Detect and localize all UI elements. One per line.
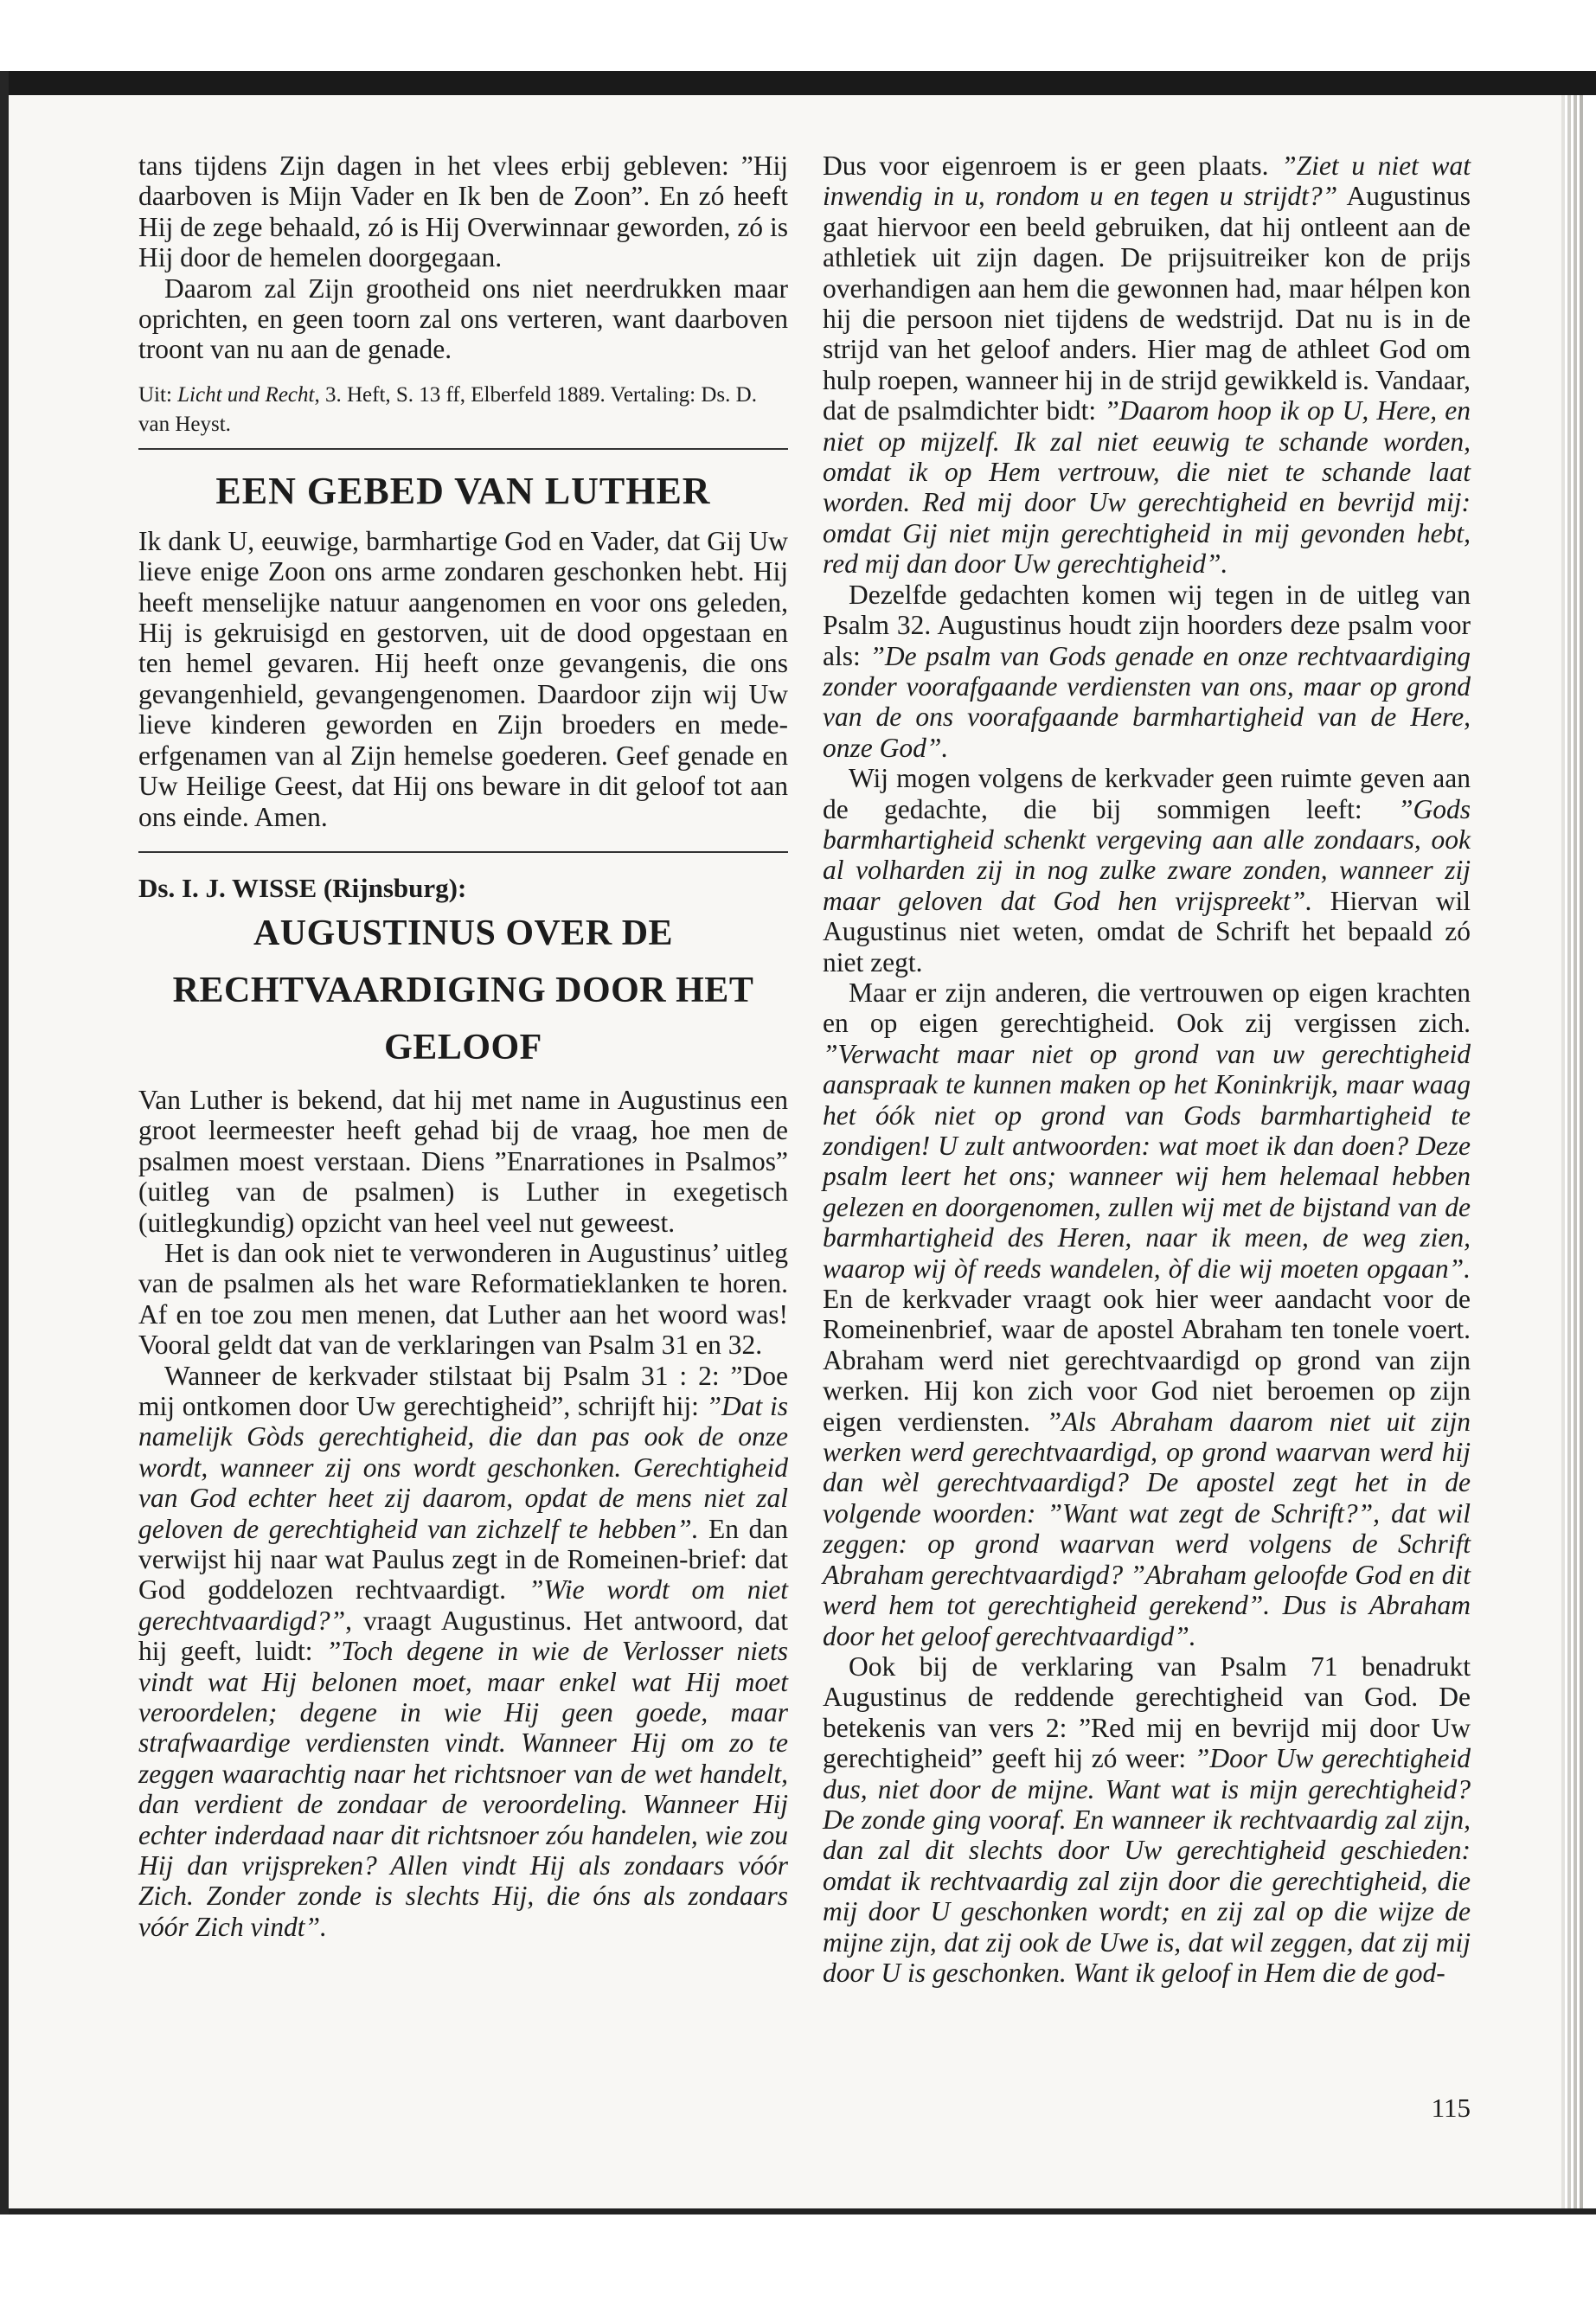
article-author: Ds. I. J. WISSE (Rijnsburg): xyxy=(138,872,467,903)
left-column xyxy=(138,151,788,1942)
section-divider xyxy=(138,851,788,853)
article-paragraph-6: Wij mogen volgens de kerkvader geen ruimte geven aan de gedachte, die bij sommigen leeft: ”Gods barmhartigheid schenkt vergeving aan alle zondaars, ook al volharden zij in nog zulke zware zonden, wanneer zij maar geloven dat God hen vrijspreekt”. Hiervan wil Augustinus niet weten, omdat de Schrift het bepaald zó niet zegt. xyxy=(823,763,1471,977)
scan-border-top xyxy=(0,0,1596,71)
right-column xyxy=(823,151,1471,1988)
article-paragraph-4: Dus voor eigenroem is er geen plaats. ”Ziet u niet wat inwendig in u, rondom u en tegen u strijdt?” Augustinus gaat hiervoor een beeld gebruiken, dat hij ontleent aan de athletiek uit zijn dagen. De prijsuitreiker kon de prijs overhandigen aan hem die gewonnen had, maar hélpen kon hij die persoon niet tijdens de wedstrijd. Dat nu is in de strijd van het geloof anders. Hier mag de athleet God om hulp roepen, wanneer hij in de strijd gewikkeld is. Vandaar, dat de psalmdichter bidt: ”Daarom hoop ik op U, Here, en niet op mijzelf. Ik zal niet eeuwig te schande worden, omdat ik op Hem vertrouw, die niet te schande laat worden. Red mij door Uw gerechtigheid en bevrijd mij: omdat Gij niet mijn gerechtigheid in mij gevonden hebt, red mij dan door Uw gerechtigheid”. xyxy=(823,151,1471,580)
intro-paragraph-1: tans tijdens Zijn dagen in het vlees erbij gebleven: ”Hij daarboven is Mijn Vader en Ik ben de Zoon”. En zó heeft Hij de zege behaald, zó is Hij Overwinnaar geworden, zó is Hij door de hemelen doorgegaan. xyxy=(138,151,788,273)
page-number: 115 xyxy=(1431,2093,1471,2123)
article-paragraph-5: Dezelfde gedachten komen wij tegen in de uitleg van Psalm 32. Augustinus houdt zijn hoorders deze psalm voor als: ”De psalm van Gods genade en onze rechtvaardiging zonder voorafgaande verdiensten van ons, maar op grond van de ons voorafgaande barmhartigheid van de Here, onze God”. xyxy=(823,579,1471,763)
intro-paragraph-2: Daarom zal Zijn grootheid ons niet neerdrukken maar oprichten, en geen toorn zal ons verteren, want daarboven troont van nu aan de genade. xyxy=(138,272,788,365)
article-paragraph-8: Ook bij de verklaring van Psalm 71 benadrukt Augustinus de reddende gerechtigheid van God. De betekenis van vers 2: ”Red mij en bevrijd mij door Uw gerechtigheid” geeft hij zó weer: ”Door Uw gerechtigheid dus, niet door de mijne. Want wat is mijn gerechtigheid? De zonde ging vooraf. En wanneer ik rechtvaardig zal zijn, dan zal dit slechts door Uw gerechtigheid geschieden: omdat ik rechtvaardig zal zijn door die gerechtigheid, die mij door U geschonken wordt; en zij zal op die wijze de mijne zijn, dat zij ook de Uwe is, dat wil zeggen, dat zij mij door U is geschonken. Want ik geloof in Hem die de god- xyxy=(823,1650,1471,1988)
section-divider xyxy=(138,448,788,450)
article-paragraph-7: Maar er zijn anderen, die vertrouwen op eigen krachten en op eigen gerechtigheid. Ook zij vergissen zich. ”Verwacht maar niet op grond van uw gerechtigheid aanspraak te kunnen maken op het Koninkrijk, maar waag het óók niet op grond van Gods barmhartigheid te zondigen! U zult antwoorden: wat moet ik dan doen? Deze psalm leert het ons; wanneer wij hem helemaal hebben gelezen en doorgenomen, zullen wij met de bijstand van de barmhartigheid des Heren, naar ik meen, de weg zien, waarop wij òf reeds wandelen, òf die wij moeten opgaan”. En de kerkvader vraagt ook hier weer aandacht voor de Romeinenbrief, waar de apostel Abraham ten tonele voert. Abraham werd niet gerechtvaardigd op grond van zijn werken. Hij kon zich voor God niet beroemen op zijn eigen verdiensten. ”Als Abraham daarom niet uit zijn werken werd gerechtvaardigd, op grond waarvan werd hij dan wèl gerechtvaardigd? De apostel zegt het in de volgende woorden: ”Want wat zegt de Schrift?”, dat wil zeggen: op grond waarvan werd volgens de Schrift Abraham gerechtvaardigd? ”Abraham geloofde God en dit werd hem tot gerechtigheid gerekend”. Dus is Abraham door het geloof gerechtvaardigd”. xyxy=(823,977,1471,1651)
heading-augustinus: AUGUSTINUS OVER DE RECHTVAARDIGING DOOR HET GELOOF xyxy=(172,913,754,1067)
article-paragraph-3: Wanneer de kerkvader stilstaat bij Psalm 31 : 2: ”Doe mij ontkomen door Uw gerechtigheid”, schrijft hij: ”Dat is namelijk Gòds gerechtigheid, die dan pas ook de onze wordt, wanneer zij ons wordt geschonken. Gerechtigheid van God echter heet zij daarom, opdat de mens niet zal geloven de gerechtigheid van zichzelf te hebben”. En dan verwijst hij naar wat Paulus zegt in de Romeinen-brief: dat God goddelozen rechtvaardigt. ”Wie wordt om niet gerechtvaardigd?”, vraagt Augustinus. Het antwoord, dat hij geeft, luidt: ”Toch degene in wie de Verlosser niets vindt wat Hij belonen moet, maar enkel wat Hij moet veroordelen; degene in wie Hij geen goede, maar strafwaardige verdiensten vindt. Wanneer Hij om zo te zeggen waarachtig naar het richtsnoer van de wet handelt, dan verdient de zondaar de veroordeling. Wanneer Hij echter inderdaad naar dit richtsnoer zóu handelen, wie zou Hij dan vrijspreken? Allen vindt Hij als zondaars vóór Zich. Zonder zonde is slechts Hij, die óns als zondaars vóór Zich vindt”. xyxy=(138,1360,789,1942)
heading-luther-prayer: EEN GEBED VAN LUTHER xyxy=(215,469,711,512)
article-paragraph-2: Het is dan ook niet te verwonderen in Augustinus’ uitleg van de psalmen als het ware Reformatieklanken te horen. Af en toe zou men menen, dat Luther aan het woord was! Vooral geldt dat van de verklaringen van Psalm 31 en 32. xyxy=(138,1237,788,1361)
page-edge xyxy=(1561,95,1565,2208)
source-note: Uit: Licht und Recht, 3. Heft, S. 13 ff, Elberfeld 1889. Vertaling: Ds. D. van Heyst. xyxy=(138,382,757,436)
page-edge xyxy=(1580,95,1583,2208)
article-paragraph-1: Van Luther is bekend, dat hij met name in Augustinus een groot leermeester heeft gehad bij de vraag, hoe men de psalmen moest verstaan. Diens ”Enarrationes in Psalmos” (uitleg van de psalmen) is Luther in exegetisch (uitlegkundig) opzicht van heel veel nut geweest. xyxy=(138,1084,788,1238)
prayer-text: Ik dank U, eeuwige, barmhartige God en Vader, dat Gij Uw lieve enige Zoon ons arme zondaren geschonken hebt. Hij heeft menselijke natuur aangenomen en voor ons geleden, Hij is gekruisigd en gestorven, uit de dood opgestaan en ten hemel gevaren. Hij heeft onze gevangenis, die ons gevangenhield, gevangengenomen. Daardoor zijn wij Uw lieve kinderen geworden en Zijn broeders en mede-erfgenamen van al Zijn hemelse goederen. Geef genade en Uw Heilige Geest, dat Hij ons beware in dit geloof tot aan ons einde. Amen. xyxy=(138,525,788,832)
scan-shadow-left xyxy=(0,71,9,2255)
page-edge xyxy=(1567,95,1571,2208)
page-edge xyxy=(1574,95,1577,2208)
scan-shadow-top xyxy=(0,71,1596,95)
scan-border-bottom xyxy=(0,2214,1596,2301)
